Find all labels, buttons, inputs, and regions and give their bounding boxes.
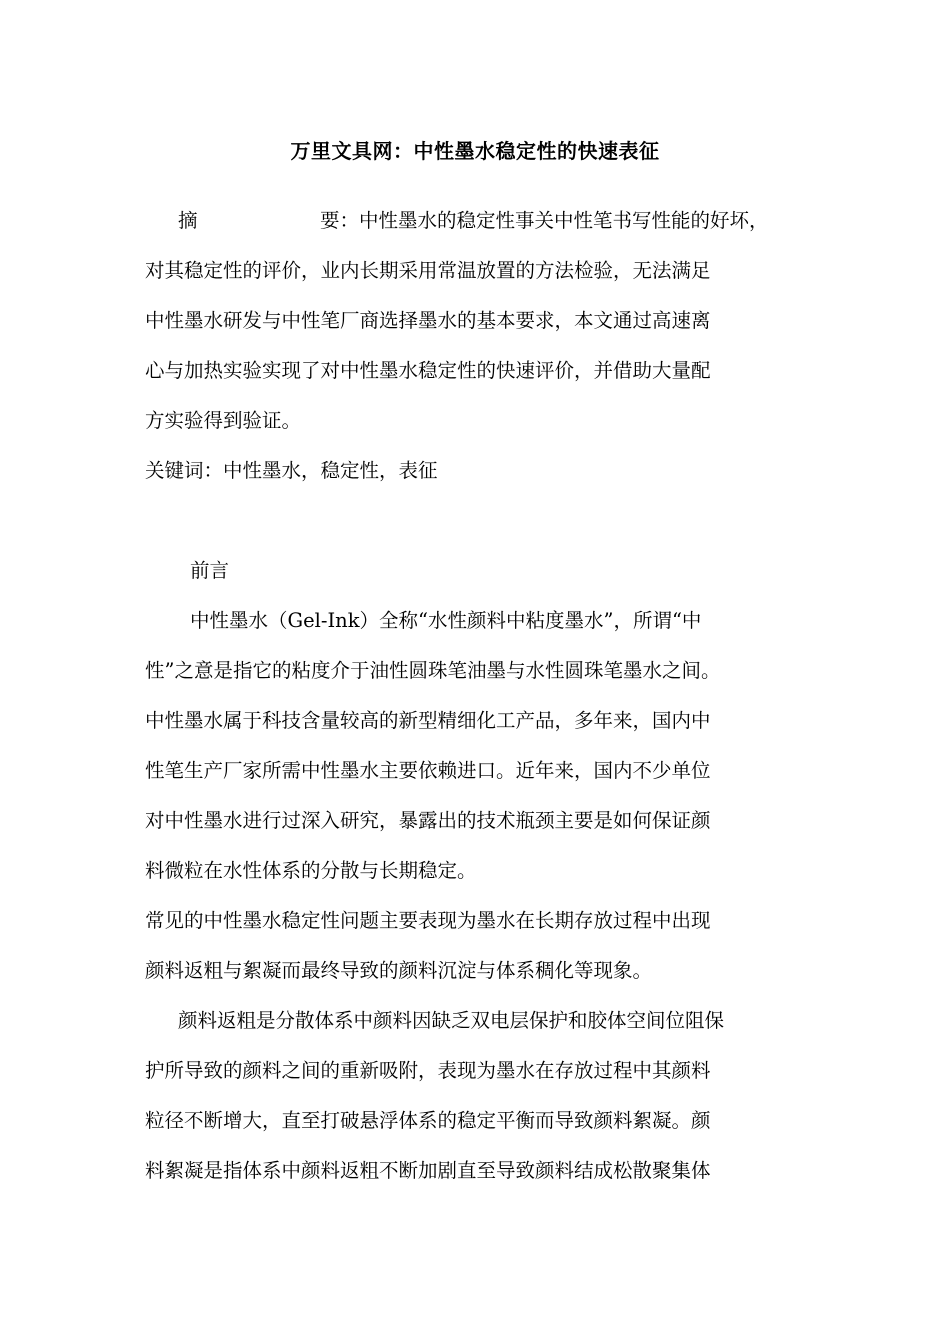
- abstract-line: 中性墨水研发与中性笔厂商选择墨水的基本要求，本文通过高速离: [145, 309, 711, 332]
- paragraph-line: 护所导致的颜料之间的重新吸附，表现为墨水在存放过程中其颜料: [145, 1059, 711, 1082]
- paragraph-line: 颜料返粗与絮凝而最终导致的颜料沉淀与体系稠化等现象。: [145, 959, 653, 982]
- paragraph-line: 粒径不断增大，直至打破悬浮体系的稳定平衡而导致颜料絮凝。颜: [145, 1109, 711, 1132]
- paragraph-line: 对中性墨水进行过深入研究，暴露出的技术瓶颈主要是如何保证颜: [145, 809, 711, 832]
- abstract-line: 中性墨水的稳定性事关中性笔书写性能的好坏，: [359, 209, 769, 232]
- document-title: 万里文具网：中性墨水稳定性的快速表征: [290, 139, 660, 163]
- paragraph-line: 料微粒在水性体系的分散与长期稳定。: [145, 859, 477, 882]
- introduction-section: [145, 546, 805, 1196]
- paragraph-line: 中性墨水属于科技含量较高的新型精细化工产品，多年来，国内中: [145, 709, 711, 732]
- paragraph-line: 性”之意是指它的粘度介于油性圆珠笔油墨与水性圆珠笔墨水之间。: [145, 659, 721, 682]
- abstract-line: 对其稳定性的评价，业内长期采用常温放置的方法检验，无法满足: [145, 259, 711, 282]
- paragraph-line: 常见的中性墨水稳定性问题主要表现为墨水在长期存放过程中出现: [145, 909, 711, 932]
- paragraph-line: 颜料返粗是分散体系中颜料因缺乏双电层保护和胶体空间位阻保: [178, 1009, 725, 1032]
- abstract-first-line: [145, 196, 805, 246]
- abstract-line: 方实验得到验证。: [145, 409, 302, 432]
- keywords-line: 关键词：中性墨水，稳定性，表征: [145, 459, 438, 482]
- abstract-line: 心与加热实验实现了对中性墨水稳定性的快速评价，并借助大量配: [145, 359, 711, 382]
- paragraph-line: 料絮凝是指体系中颜料返粗不断加剧直至导致颜料结成松散聚集体: [145, 1159, 711, 1182]
- abstract-label-2: 要：: [320, 209, 360, 232]
- abstract-label-1: 摘: [178, 209, 198, 232]
- paragraph-line: 中性墨水（Gel-Ink）全称“水性颜料中粘度墨水”，所谓“中: [190, 609, 702, 632]
- introduction-heading: 前言: [190, 559, 230, 582]
- keywords-section: [145, 446, 805, 496]
- abstract-section: [145, 196, 805, 446]
- paragraph-line: 性笔生产厂家所需中性墨水主要依赖进口。近年来，国内不少单位: [145, 759, 711, 782]
